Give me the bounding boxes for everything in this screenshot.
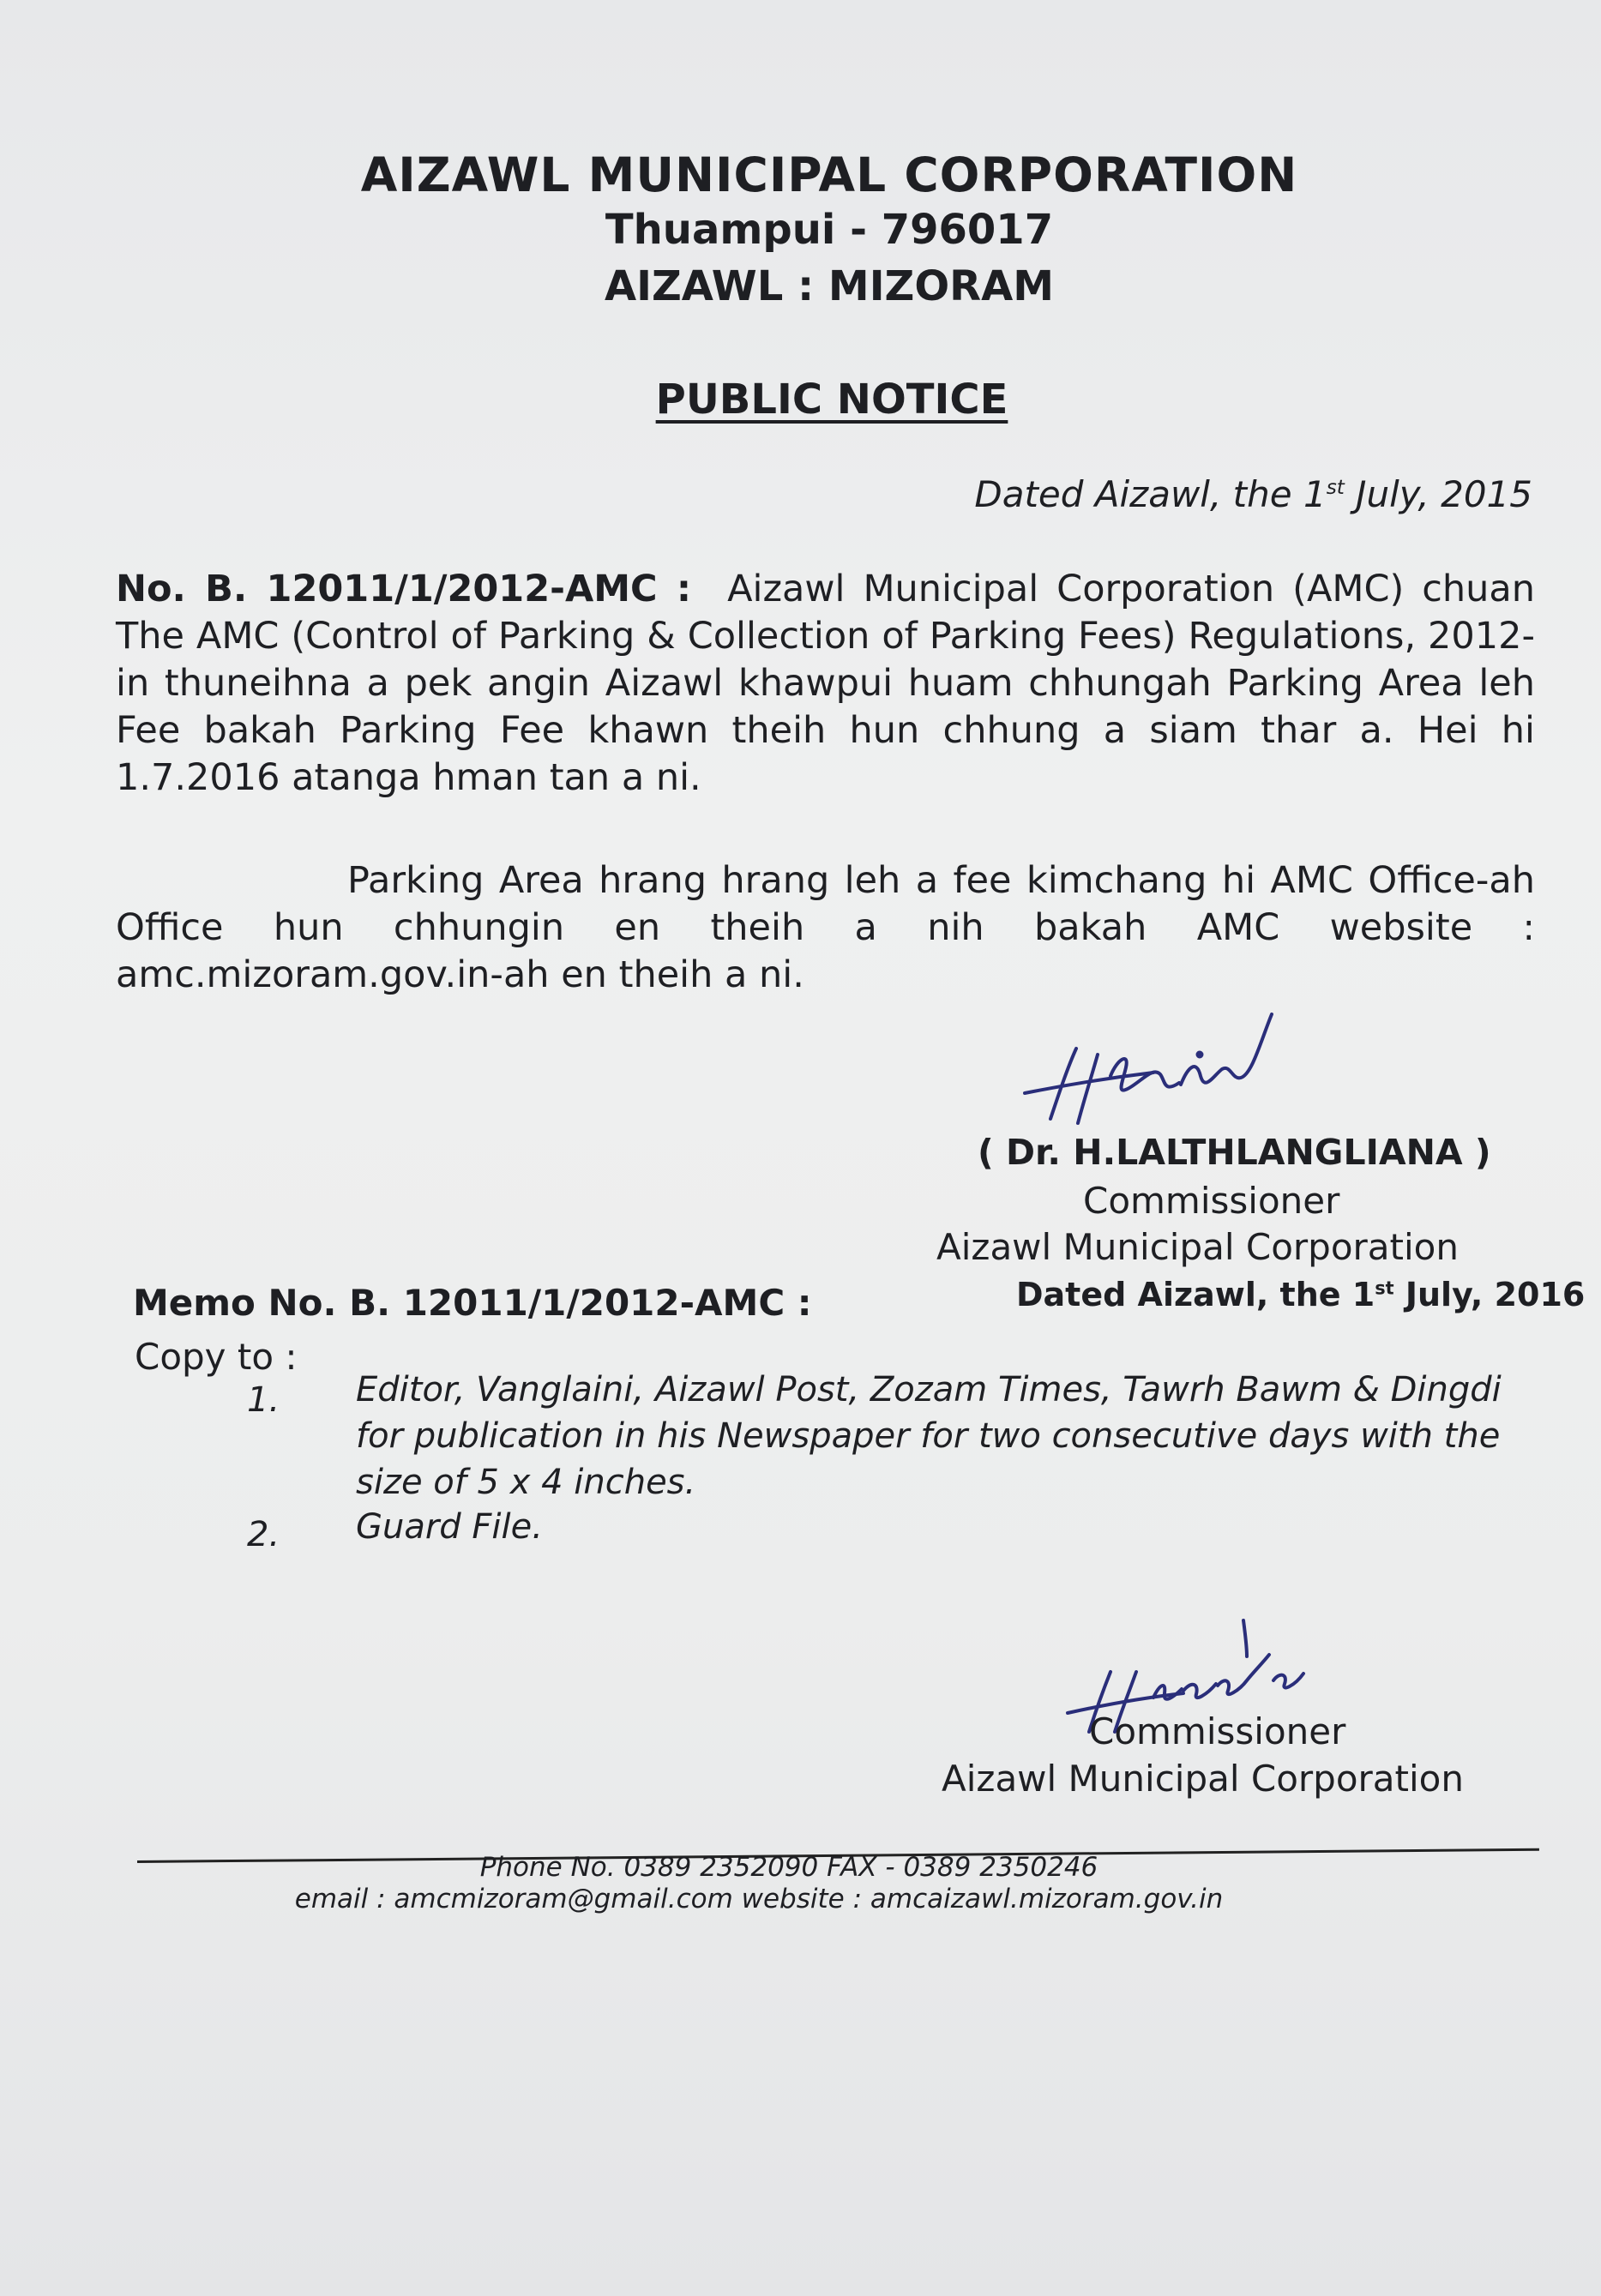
signatory-title: Commissioner — [1083, 1180, 1340, 1222]
list-item-number: 2. — [247, 1515, 280, 1554]
notice-date — [974, 473, 1532, 515]
signature-1 — [1016, 1007, 1333, 1136]
signatory-organization: Aizawl Municipal Corporation — [936, 1226, 1459, 1268]
copy-to-label: Copy to : — [135, 1336, 298, 1378]
footer-contact: Phone No. 0389 2352090 FAX - 0389 2350246 — [479, 1852, 1098, 1883]
memo-ref-number: Memo No. B. 12011/1/2012-AMC : — [133, 1282, 812, 1324]
notice-ref-number: No. B. 12011/1/2012-AMC : — [116, 568, 692, 610]
footer-web: email : amcmizoram@gmail.com website : amcaizawl.mizoram.gov.in — [294, 1884, 1224, 1914]
list-item: Guard File. — [356, 1507, 543, 1547]
notice-date-sup: st — [1326, 477, 1345, 499]
list-item: Editor, Vanglaini, Aizawl Post, Zozam Times, Tawrh Bawm & Dingdi for publication in his Newspaper for two consecutive days with the size of 5 x 4 inches. — [356, 1370, 1502, 1502]
memo-date — [1016, 1276, 1585, 1313]
notice-date-prefix: Dated Aizawl, the 1 — [974, 473, 1327, 515]
memo-date-sup: st — [1375, 1277, 1394, 1299]
list-item-number: 1. — [247, 1380, 280, 1420]
notice-paragraph-1-text: Aizawl Municipal Corporation (AMC) chuan The AMC (Control of Parking & Collection of Parking Fees) Regulations, 2012-in thuneihna a pek angin Aizawl khawpui huam chhungah Parking Area leh Fee bakah Parking Fee khawn theih hun chhung a siam thar a. Hei hi 1.7.2016 atanga hman tan a ni. — [116, 568, 1535, 799]
notice-date-suffix: July, 2015 — [1344, 473, 1532, 515]
notice-title: PUBLIC NOTICE — [655, 376, 1008, 424]
organization-name: AIZAWL MUNICIPAL CORPORATION — [360, 147, 1298, 202]
memo-date-prefix: Dated Aizawl, the 1 — [1016, 1276, 1375, 1313]
closing-organization: Aizawl Municipal Corporation — [942, 1758, 1464, 1800]
address-line: Thuampui - 796017 — [605, 206, 1054, 254]
notice-paragraph-2: Parking Area hrang hrang leh a fee kimchang hi AMC Office-ah Office hun chhungin en theih a nih bakah AMC website : amc.mizoram.gov.in-ah en theih a ni. — [116, 859, 1535, 996]
closing-title: Commissioner — [1089, 1710, 1346, 1752]
city-state: AIZAWL : MIZORAM — [604, 262, 1055, 310]
signatory-name: ( Dr. H.LALTHLANGLIANA ) — [978, 1132, 1491, 1173]
memo-date-suffix: July, 2016 — [1393, 1276, 1586, 1313]
notice-paragraph-1 — [116, 566, 1535, 802]
